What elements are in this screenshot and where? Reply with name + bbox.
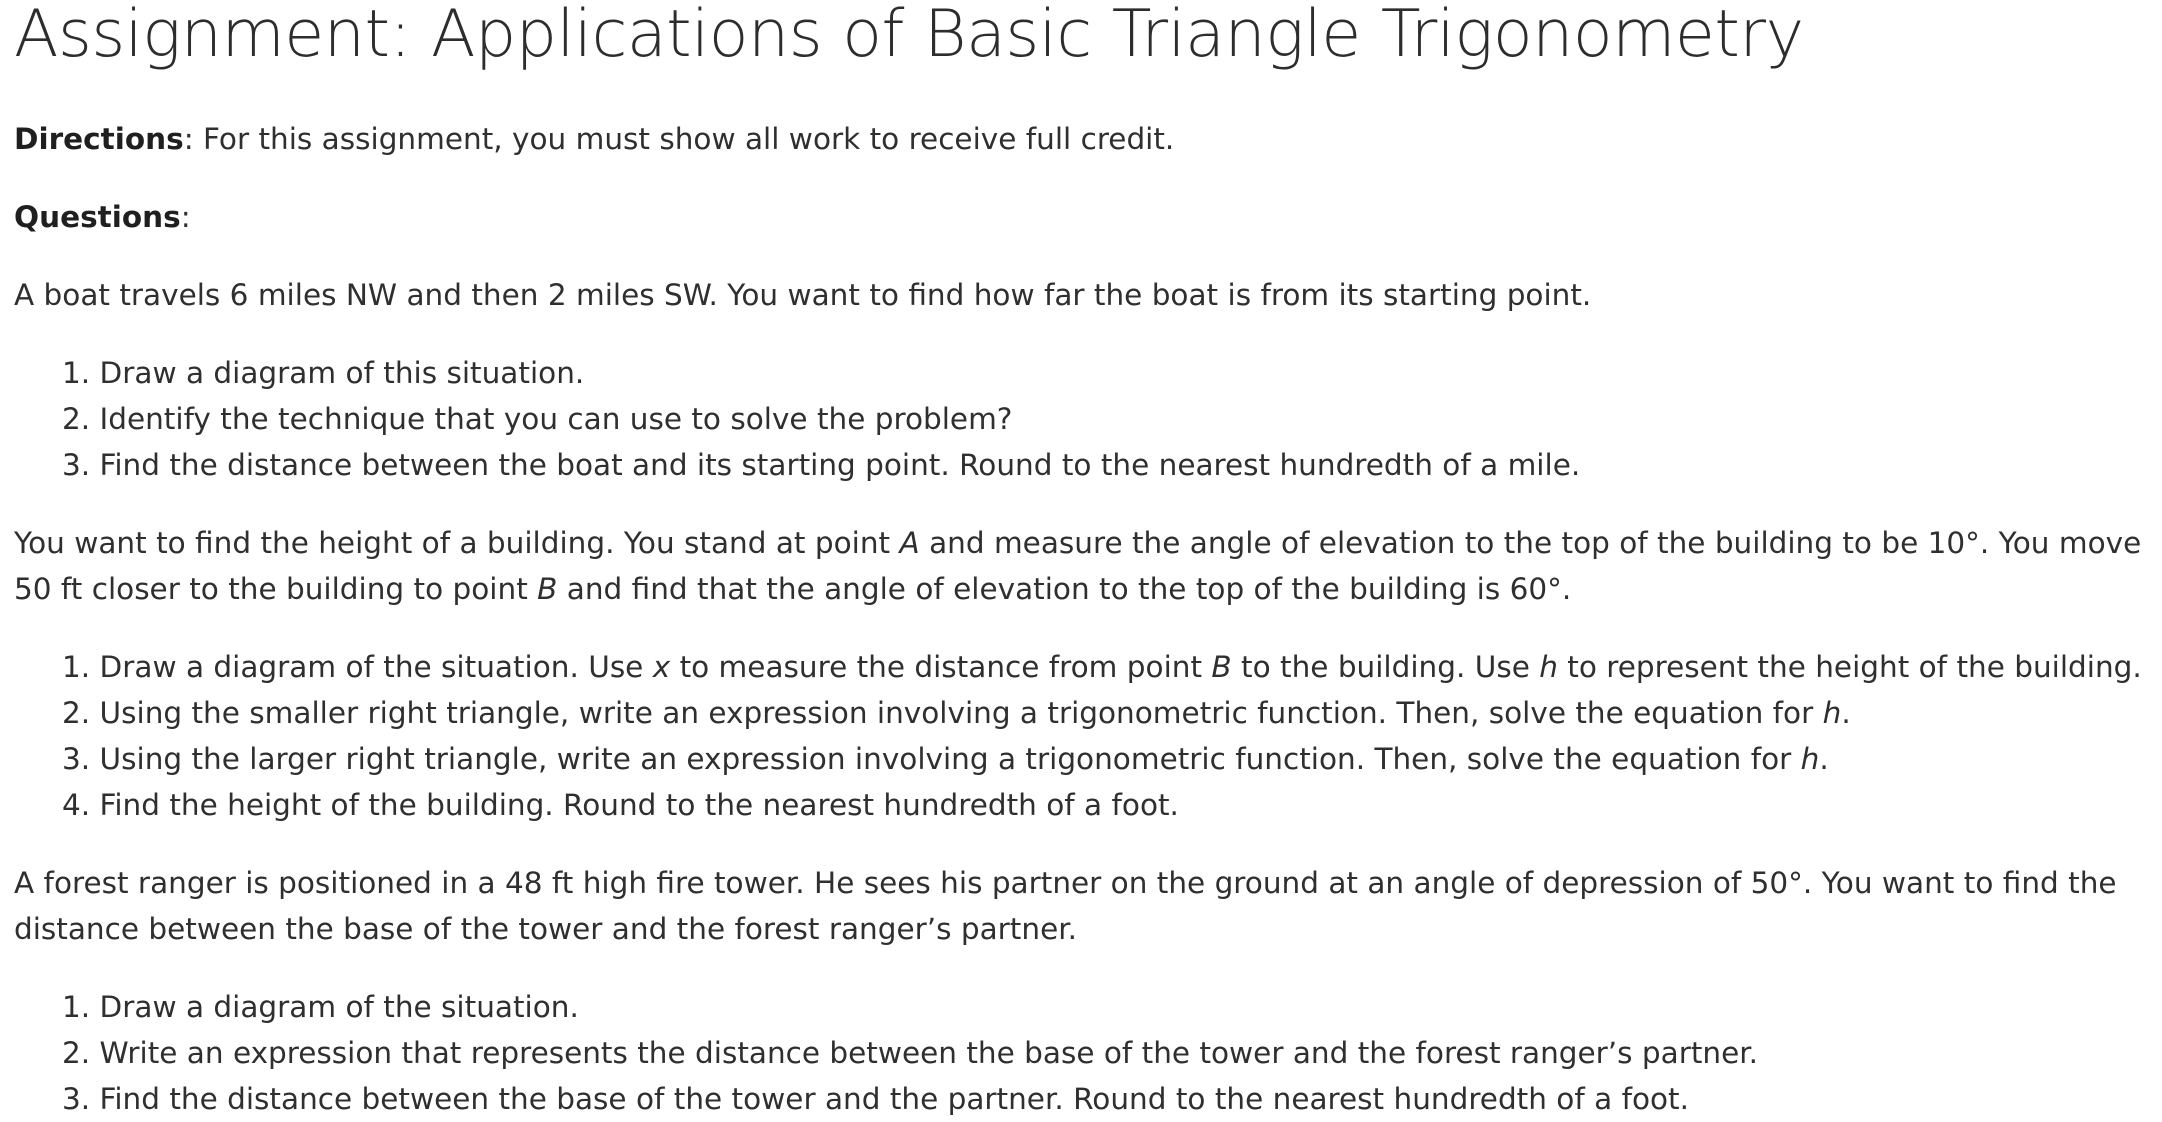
- variable-h: h: [1800, 742, 1820, 776]
- step-text: .: [1841, 696, 1851, 730]
- step-text: Using the larger right triangle, write an expression involving a trigonometric function. Then, solve the equation for: [99, 742, 1801, 776]
- step-number: 4.: [62, 788, 100, 822]
- step-number: 2.: [62, 1036, 100, 1070]
- step-text: Draw a diagram of the situation.: [99, 990, 579, 1024]
- problem-3-steps: [14, 984, 2148, 1122]
- list-item: [62, 690, 2148, 736]
- list-item: [62, 350, 2148, 396]
- step-text: Draw a diagram of the situation. Use: [99, 650, 653, 684]
- step-text: Find the height of the building. Round to the nearest hundredth of a foot.: [99, 788, 1179, 822]
- page-title: Assignment: Applications of Basic Triangle Trigonometry: [14, 0, 1804, 72]
- problem-2-text-part: and find that the angle of elevation to the top of the building is 60°.: [557, 572, 1572, 606]
- variable-b: B: [1211, 650, 1232, 684]
- step-text: to the building. Use: [1231, 650, 1540, 684]
- list-item: [62, 782, 2148, 828]
- step-number: 3.: [62, 1082, 100, 1116]
- step-text: .: [1819, 742, 1829, 776]
- step-text: Draw a diagram of this situation.: [99, 356, 585, 390]
- step-text: Identify the technique that you can use to solve the problem?: [99, 402, 1013, 436]
- variable-b: B: [537, 572, 558, 606]
- step-text: Write an expression that represents the distance between the base of the tower and the forest ranger’s partner.: [99, 1036, 1759, 1070]
- step-text: to measure the distance from point: [670, 650, 1212, 684]
- step-number: 2.: [62, 696, 100, 730]
- step-text: to represent the height of the building.: [1557, 650, 2142, 684]
- step-number: 1.: [62, 650, 100, 684]
- step-number: 3.: [62, 448, 100, 482]
- list-item: [62, 1076, 2148, 1122]
- step-number: 1.: [62, 990, 100, 1024]
- list-item: [62, 736, 2148, 782]
- variable-h: h: [1539, 650, 1558, 684]
- list-item: [62, 396, 2148, 442]
- step-text: Find the distance between the base of the tower and the partner. Round to the nearest hundredth of a foot.: [99, 1082, 1690, 1116]
- step-text: Find the distance between the boat and its starting point. Round to the nearest hundredth of a mile.: [99, 448, 1581, 482]
- list-item: [62, 984, 2148, 1030]
- problem-1-steps: [14, 350, 2148, 488]
- step-number: 1.: [62, 356, 100, 390]
- directions-label: Directions: [14, 122, 184, 156]
- variable-a: A: [899, 526, 920, 560]
- list-item: [62, 644, 2148, 690]
- variable-x: x: [652, 650, 671, 684]
- variable-h: h: [1822, 696, 1842, 730]
- problem-2-text-part: and measure the angle of elevation to the top of the building to be 10°. You move 50 ft closer to the building to point: [14, 526, 2142, 606]
- problem-2-text-part: You want to find the height of a building. You stand at point: [14, 526, 900, 560]
- step-number: 2.: [62, 402, 100, 436]
- questions-heading: [14, 194, 2148, 240]
- questions-label: Questions: [14, 200, 181, 234]
- problem-1-text: A boat travels 6 miles NW and then 2 miles SW. You want to find how far the boat is from its starting point.: [14, 278, 1592, 312]
- problem-2-text: [14, 520, 2148, 612]
- step-number: 3.: [62, 742, 100, 776]
- directions-paragraph: [14, 116, 2148, 162]
- step-text: Using the smaller right triangle, write an expression involving a trigonometric function. Then, solve the equation for: [99, 696, 1823, 730]
- questions-suffix: :: [180, 200, 191, 234]
- problem-2-steps: [14, 644, 2148, 828]
- directions-text: : For this assignment, you must show all work to receive full credit.: [183, 122, 1175, 156]
- list-item: [62, 442, 2148, 488]
- list-item: [62, 1030, 2148, 1076]
- problem-3-text: A forest ranger is positioned in a 48 ft high fire tower. He sees his partner on the ground at an angle of depression of 50°. You want to find the distance between the base of the tower and the forest ranger’s partner.: [14, 866, 2117, 946]
